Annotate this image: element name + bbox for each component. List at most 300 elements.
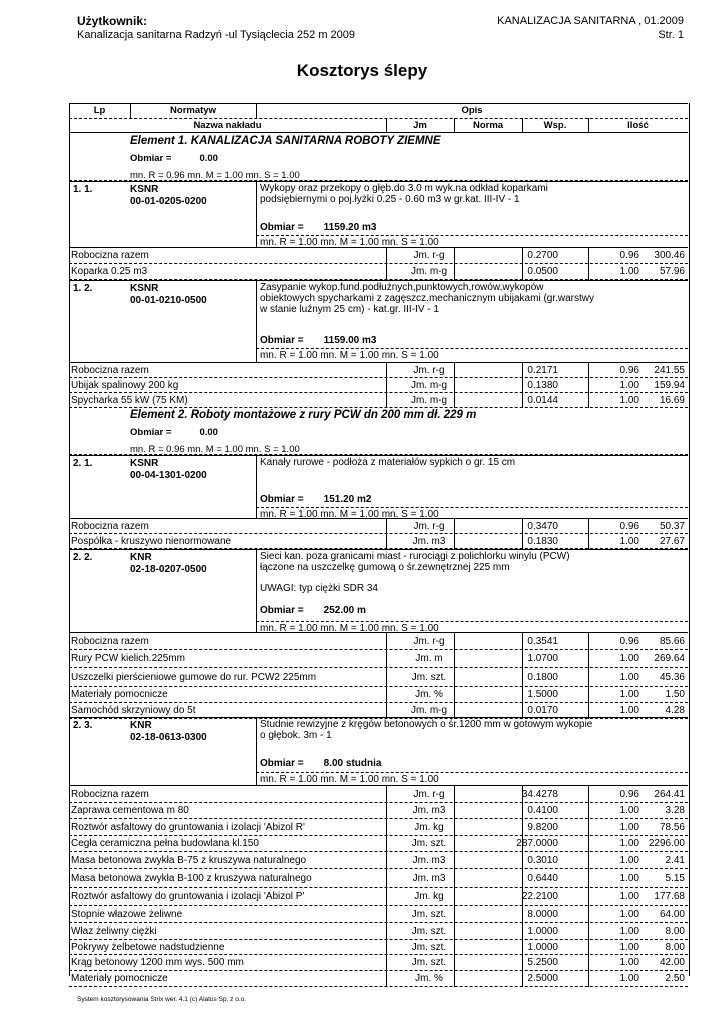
- resource-name: Robocizna razem: [71, 250, 149, 261]
- code-number: 00-01-0205-0200: [130, 196, 207, 207]
- resource-row: [69, 923, 688, 940]
- resource-norm: 0.1800: [527, 672, 558, 683]
- code-number: 02-18-0613-0300: [130, 732, 207, 743]
- resource-unit: Jm. kg: [414, 822, 444, 833]
- resource-row: [69, 869, 688, 888]
- resource-name: Roztwór asfaltowy do gruntowania i izolacji 'Abizol R': [71, 822, 305, 833]
- resource-unit: Jm. r-g: [413, 365, 445, 376]
- element-header: [69, 409, 688, 455]
- resource-name: Ubijak spalinowy 200 kg: [71, 380, 179, 391]
- resource-norm: 5.2500: [527, 957, 558, 968]
- resource-qty: 2.41: [665, 855, 685, 866]
- grid-line: [522, 888, 523, 906]
- grid-line: [386, 363, 387, 378]
- grid-line: [454, 906, 455, 923]
- page-title: Kosztorys ślepy: [296, 61, 428, 80]
- resource-norm: 0.2171: [527, 365, 558, 376]
- resource-row: [69, 836, 688, 852]
- project-subtitle: Kanalizacja sanitarna Radzyń -ul Tysiąclecia 252 m 2009: [77, 29, 356, 41]
- resource-coef: 1.00: [619, 855, 639, 866]
- multipliers: mn. R = 0.96 mn. M = 1.00 mn. S = 1.00: [130, 170, 300, 181]
- grid-line: [588, 393, 589, 408]
- position-obmiar: [260, 494, 371, 505]
- grid-line: [454, 940, 455, 955]
- obmiar-label: Obmiar =: [260, 494, 304, 505]
- grid-line: [454, 534, 455, 549]
- obmiar-value: 1159.00 m3: [323, 335, 377, 346]
- resource-unit: Jm. szt.: [411, 909, 447, 920]
- resource-norm: 1.0000: [527, 926, 558, 937]
- resource-unit: Jm. m3: [412, 873, 446, 884]
- grid-line: [522, 786, 523, 803]
- grid-line: [454, 363, 455, 378]
- obmiar-label: Obmiar =: [130, 427, 172, 438]
- resource-unit: Jm. %: [415, 973, 443, 984]
- resource-name: Roztwór asfaltowy do gruntowania i izolacji 'Abizol P': [71, 891, 305, 902]
- resource-coef: 1.00: [619, 536, 639, 547]
- resource-unit: Jm. szt.: [411, 672, 447, 683]
- grid-line: [522, 650, 523, 668]
- resource-row: [69, 264, 688, 280]
- position-number: 2. 2.: [73, 552, 93, 563]
- grid-line: [454, 264, 455, 280]
- grid-line: [386, 803, 387, 819]
- divider: [256, 507, 688, 508]
- resource-qty: 177.68: [654, 891, 685, 902]
- resource-name: Robocizna razem: [71, 365, 149, 376]
- position-code: [130, 283, 207, 307]
- grid-line: [588, 264, 589, 280]
- grid-line: [386, 869, 387, 888]
- element-obmiar: [130, 153, 218, 164]
- grid-line: [522, 869, 523, 888]
- resource-coef: 1.00: [619, 653, 639, 664]
- resource-qty: 264.41: [654, 789, 685, 800]
- col-norma: Norma: [472, 120, 504, 131]
- grid-line: [522, 534, 523, 549]
- position-code: [130, 458, 207, 482]
- resource-unit: Jm. szt.: [411, 926, 447, 937]
- column-divider: [256, 182, 257, 247]
- grid-line: [588, 633, 589, 650]
- resource-coef: 1.00: [619, 689, 639, 700]
- resource-unit: Jm. m-g: [410, 266, 448, 277]
- resource-qty: 3.28: [665, 805, 685, 816]
- position-note: UWAGI: typ ciężki SDR 34: [260, 583, 378, 594]
- grid-line: [386, 378, 387, 393]
- multipliers: mn. R = 1.00 mn. M = 1.00 mn. S = 1.00: [260, 509, 439, 520]
- grid-line: [454, 650, 455, 668]
- grid-line: [454, 633, 455, 650]
- grid-line: [454, 803, 455, 819]
- grid-line: [522, 393, 523, 408]
- resource-qty: 241.55: [654, 365, 685, 376]
- resource-row: [69, 363, 688, 378]
- obmiar-value: 252.00 m: [323, 605, 366, 616]
- position-description: Kanały rurowe - podłoża z materiałów sypkich o gr. 15 cm: [260, 457, 516, 468]
- col-opis: Opis: [461, 105, 483, 116]
- resource-row: [69, 940, 688, 955]
- resource-norm: 0.2700: [527, 250, 558, 261]
- divider: [256, 348, 688, 349]
- multipliers: mn. R = 1.00 mn. M = 1.00 mn. S = 1.00: [260, 623, 439, 634]
- grid-line: [386, 971, 387, 987]
- grid-line: [522, 248, 523, 264]
- resource-norm: 0.4100: [527, 805, 558, 816]
- grid-line: [69, 407, 688, 408]
- position-obmiar: [260, 758, 381, 769]
- grid-line: [588, 971, 589, 987]
- resource-norm: 0.3470: [527, 521, 558, 532]
- grid-line: [588, 819, 589, 836]
- resource-name: Właz żeliwny ciężki: [71, 926, 157, 937]
- col-jm: Jm: [413, 120, 427, 131]
- resource-qty: 5.15: [665, 873, 685, 884]
- column-divider: [256, 550, 257, 632]
- grid-line: [454, 248, 455, 264]
- code-number: 00-01-0210-0500: [130, 295, 207, 306]
- grid-line: [386, 836, 387, 852]
- resource-row: [69, 650, 688, 668]
- resource-unit: Jm. szt.: [411, 942, 447, 953]
- grid-line: [386, 668, 387, 687]
- resource-name: Cegła ceramiczna pełna budowlana kl.150: [71, 838, 259, 849]
- resource-qty: 8.00: [665, 942, 685, 953]
- position-number: 2. 3.: [73, 720, 93, 731]
- obmiar-label: Obmiar =: [260, 335, 304, 346]
- resource-qty: 27.67: [659, 536, 685, 547]
- resource-unit: Jm. kg: [414, 891, 444, 902]
- resource-norm: 1.0700: [527, 653, 558, 664]
- grid-line: [454, 786, 455, 803]
- position-obmiar: [260, 222, 376, 233]
- grid-line: [386, 633, 387, 650]
- element-title: Element 2. Roboty montażowe z rury PCW dn 200 mm dł. 229 m: [130, 409, 477, 421]
- user-label: Użytkownik:: [77, 14, 148, 28]
- col-wsp: Wsp.: [543, 120, 567, 131]
- multipliers: mn. R = 1.00 mn. M = 1.00 mn. S = 1.00: [260, 350, 439, 361]
- code-catalog: KSNR: [130, 283, 159, 294]
- resource-coef: 1.00: [619, 705, 639, 716]
- position-code: [130, 184, 207, 208]
- resource-unit: Jm. m-g: [410, 380, 448, 391]
- code-catalog: KSNR: [130, 184, 159, 195]
- resource-coef: 1.00: [619, 805, 639, 816]
- resource-coef: 1.00: [619, 838, 639, 849]
- resource-qty: 42.00: [659, 957, 685, 968]
- resource-coef: 1.00: [619, 909, 639, 920]
- col-normatyw: Normatyw: [170, 105, 216, 116]
- code-catalog: KNR: [130, 720, 152, 731]
- position-header: [69, 455, 688, 519]
- position-header: [69, 181, 688, 248]
- position-number: 1. 2.: [73, 283, 93, 294]
- resource-norm: 8.0000: [527, 909, 558, 920]
- grid-line: [454, 971, 455, 987]
- resource-coef: 1.00: [619, 926, 639, 937]
- grid-line: [588, 852, 589, 869]
- resource-norm: 2.5000: [527, 973, 558, 984]
- grid-line: [588, 534, 589, 549]
- position-header: [69, 549, 688, 633]
- resource-coef: 1.00: [619, 873, 639, 884]
- position-header: [69, 717, 688, 786]
- grid-line: [522, 955, 523, 971]
- grid-line: [386, 906, 387, 923]
- resource-name: Materiały pomocnicze: [71, 689, 168, 700]
- resource-coef: 1.00: [619, 266, 639, 277]
- grid-line: [386, 786, 387, 803]
- resource-name: Samochód skrzyniowy do 5t: [71, 705, 196, 716]
- obmiar-value: 0.00: [199, 153, 218, 164]
- resource-name: Spycharka 55 kW (75 KM): [71, 395, 188, 406]
- resource-coef: 1.00: [619, 822, 639, 833]
- column-divider: [256, 281, 257, 362]
- resource-qty: 64.00: [659, 909, 685, 920]
- grid-line: [454, 955, 455, 971]
- resource-unit: Jm. %: [415, 689, 443, 700]
- grid-line: [386, 650, 387, 668]
- resource-norm: 0.0170: [527, 705, 558, 716]
- resource-coef: 0.96: [619, 636, 639, 647]
- resource-name: Robocizna razem: [71, 636, 149, 647]
- obmiar-value: 8.00 studnia: [323, 758, 382, 769]
- grid-line: [386, 264, 387, 280]
- position-obmiar: [260, 335, 376, 346]
- grid-line: [588, 906, 589, 923]
- column-divider: [256, 456, 257, 518]
- resource-row: [69, 803, 688, 819]
- position-description: Zasypanie wykop.fund.podłużnych,punktowych,rowów,wykopów obiektowych spycharkami z zagęszcz.mechanicznym ubijakami (gr.warstwy w stanie luźnym 25 cm) - kat.gr. III-IV - 1: [260, 282, 595, 315]
- grid-line: [386, 852, 387, 869]
- resource-name: Koparka 0.25 m3: [71, 266, 148, 277]
- resource-row: [69, 378, 688, 393]
- resource-unit: Jm. m-g: [410, 705, 448, 716]
- resource-name: Masa betonowa zwykła B-75 z kruszywa naturalnego: [71, 855, 307, 866]
- grid-line: [588, 923, 589, 940]
- grid-line: [522, 519, 523, 534]
- resource-row: [69, 786, 688, 803]
- resource-unit: Jm. m-g: [410, 395, 448, 406]
- resource-coef: 1.00: [619, 973, 639, 984]
- obmiar-value: 1159.20 m3: [323, 222, 377, 233]
- resource-name: Robocizna razem: [71, 521, 149, 532]
- obmiar-label: Obmiar =: [130, 153, 172, 164]
- multipliers: mn. R = 1.00 mn. M = 1.00 mn. S = 1.00: [260, 774, 439, 785]
- resource-norm: 0.1830: [527, 536, 558, 547]
- grid-line: [588, 363, 589, 378]
- resource-unit: Jm. m3: [412, 805, 446, 816]
- resource-row: [69, 971, 688, 987]
- resource-qty: 78.56: [659, 822, 685, 833]
- col-ilosc: Ilość: [627, 120, 649, 131]
- position-number: 1. 1.: [73, 184, 93, 195]
- grid-line: [522, 819, 523, 836]
- code-number: 02-18-0207-0500: [130, 564, 207, 575]
- grid-line: [454, 393, 455, 408]
- grid-line: [588, 888, 589, 906]
- column-divider: [256, 718, 257, 785]
- resource-coef: 0.96: [619, 789, 639, 800]
- resource-name: Stopnie włazowe żeliwne: [71, 909, 183, 920]
- table-header: [69, 103, 688, 133]
- grid-line: [588, 519, 589, 534]
- grid-line: [522, 264, 523, 280]
- header-left: [77, 14, 355, 41]
- resource-unit: Jm. szt.: [411, 838, 447, 849]
- grid-line: [588, 836, 589, 852]
- grid-line: [386, 923, 387, 940]
- obmiar-value: 151.20 m2: [323, 494, 372, 505]
- resource-unit: Jm. r-g: [413, 789, 445, 800]
- obmiar-label: Obmiar =: [260, 222, 304, 233]
- header-right: [497, 14, 684, 42]
- grid-line: [522, 687, 523, 703]
- page-number: Str. 1: [658, 29, 684, 41]
- grid-line: [454, 687, 455, 703]
- grid-line: [454, 869, 455, 888]
- position-description: Wykopy oraz przekopy o głęb.do 3.0 m wyk.na odkład koparkami podsiębiernymi o poj.łyżki 0.25 - 0.60 m3 w gr.kat. III-IV - 1: [260, 183, 548, 205]
- grid-line: [588, 803, 589, 819]
- col-nazwa: Nazwa nakładu: [193, 120, 262, 131]
- grid-line: [522, 971, 523, 987]
- resource-qty: 50.37: [659, 521, 685, 532]
- grid-line: [522, 923, 523, 940]
- grid-line: [454, 923, 455, 940]
- col-lp: Lp: [93, 105, 106, 116]
- resource-row: [69, 955, 688, 971]
- obmiar-label: Obmiar =: [260, 758, 304, 769]
- resource-row: [69, 519, 688, 534]
- resource-coef: 0.96: [619, 365, 639, 376]
- resource-row: [69, 687, 688, 703]
- resource-norm: 22.2100: [521, 891, 558, 902]
- resource-norm: 9.8200: [527, 822, 558, 833]
- grid-line: [454, 378, 455, 393]
- resource-qty: 159.94: [654, 380, 685, 391]
- grid-line: [386, 940, 387, 955]
- resource-norm: 0.3541: [527, 636, 558, 647]
- resource-row: [69, 888, 688, 906]
- grid-line: [522, 906, 523, 923]
- grid-line: [522, 668, 523, 687]
- resource-row: [69, 819, 688, 836]
- grid-line: [588, 650, 589, 668]
- grid-line: [454, 852, 455, 869]
- resource-name: Zaprawa cementowa m 80: [71, 805, 189, 816]
- resource-row: [69, 534, 688, 549]
- position-obmiar: [260, 605, 366, 616]
- resource-norm: 0.0144: [527, 395, 558, 406]
- multipliers: mn. R = 0.96 mn. M = 1.00 mn. S = 1.00: [130, 444, 300, 455]
- code-number: 00-04-1301-0200: [130, 470, 207, 481]
- divider: [256, 621, 688, 622]
- resource-norm: 1.5000: [527, 689, 558, 700]
- grid-line: [386, 687, 387, 703]
- resource-name: Rury PCW kielich.225mm: [71, 653, 185, 664]
- resource-unit: Jm. m3: [412, 536, 446, 547]
- resource-name: Pokrywy żelbetowe nadstudzienne: [71, 942, 225, 953]
- resource-norm: 0.1380: [527, 380, 558, 391]
- element-obmiar: [130, 427, 218, 438]
- resource-unit: Jm. m: [415, 653, 443, 664]
- position-code: [130, 720, 207, 744]
- divider: [256, 235, 688, 236]
- grid-line: [386, 534, 387, 549]
- element-header: [69, 135, 688, 181]
- position-number: 2. 1.: [73, 458, 93, 469]
- grid-line: [386, 819, 387, 836]
- resource-qty: 2296.00: [648, 838, 685, 849]
- resource-qty: 16.69: [659, 395, 685, 406]
- grid-line: [522, 836, 523, 852]
- grid-line: [454, 888, 455, 906]
- grid-line: [522, 940, 523, 955]
- resource-coef: 1.00: [619, 395, 639, 406]
- code-catalog: KNR: [130, 552, 152, 563]
- position-header: [69, 280, 688, 363]
- resource-unit: Jm. r-g: [413, 636, 445, 647]
- resource-name: Krąg betonowy 1200 mm wys. 500 mm: [71, 957, 244, 968]
- resource-coef: 1.00: [619, 957, 639, 968]
- resource-coef: 1.00: [619, 942, 639, 953]
- resource-coef: 1.00: [619, 380, 639, 391]
- resource-name: Pospółka - kruszywo nienormowane: [71, 536, 232, 547]
- grid-line: [522, 852, 523, 869]
- grid-line: [588, 869, 589, 888]
- resource-qty: 2.50: [665, 973, 685, 984]
- resource-norm: 0.0500: [527, 266, 558, 277]
- element-title: Element 1. KANALIZACJA SANITARNA ROBOTY ZIEMNE: [130, 135, 441, 147]
- grid-line: [454, 836, 455, 852]
- grid-line: [386, 393, 387, 408]
- resource-qty: 57.96: [659, 266, 685, 277]
- resource-row: [69, 248, 688, 264]
- resource-row: [69, 393, 688, 408]
- obmiar-label: Obmiar =: [260, 605, 304, 616]
- resource-unit: Jm. szt.: [411, 957, 447, 968]
- resource-qty: 8.00: [665, 926, 685, 937]
- grid-line: [522, 378, 523, 393]
- resource-qty: 1.50: [665, 689, 685, 700]
- resource-name: Uszczelki pierścieniowe gumowe do rur. PCW2 225mm: [71, 672, 317, 683]
- position-code: [130, 552, 207, 576]
- resource-row: [69, 633, 688, 650]
- resource-coef: 1.00: [619, 672, 639, 683]
- resource-row: [69, 906, 688, 923]
- grid-line: [454, 819, 455, 836]
- grid-line: [522, 803, 523, 819]
- resource-coef: 0.96: [619, 250, 639, 261]
- resource-row: [69, 852, 688, 869]
- resource-name: Materiały pomocnicze: [71, 973, 168, 984]
- obmiar-value: 0.00: [199, 427, 218, 438]
- resource-name: Robocizna razem: [71, 789, 149, 800]
- grid-line: [386, 955, 387, 971]
- resource-norm: 0.3010: [527, 855, 558, 866]
- resource-coef: 0.96: [619, 521, 639, 532]
- project-name: KANALIZACJA SANITARNA , 01.2009: [497, 15, 684, 27]
- resource-norm: 0.6440: [527, 873, 558, 884]
- resource-norm: 34.4278: [521, 789, 558, 800]
- resource-name: Masa betonowa zwykła B-100 z kruszywa naturalnego: [71, 873, 312, 884]
- grid-line: [69, 986, 688, 987]
- resource-qty: 4.28: [665, 705, 685, 716]
- resource-coef: 1.00: [619, 891, 639, 902]
- code-catalog: KSNR: [130, 458, 159, 469]
- grid-line: [386, 888, 387, 906]
- resource-unit: Jm. r-g: [413, 250, 445, 261]
